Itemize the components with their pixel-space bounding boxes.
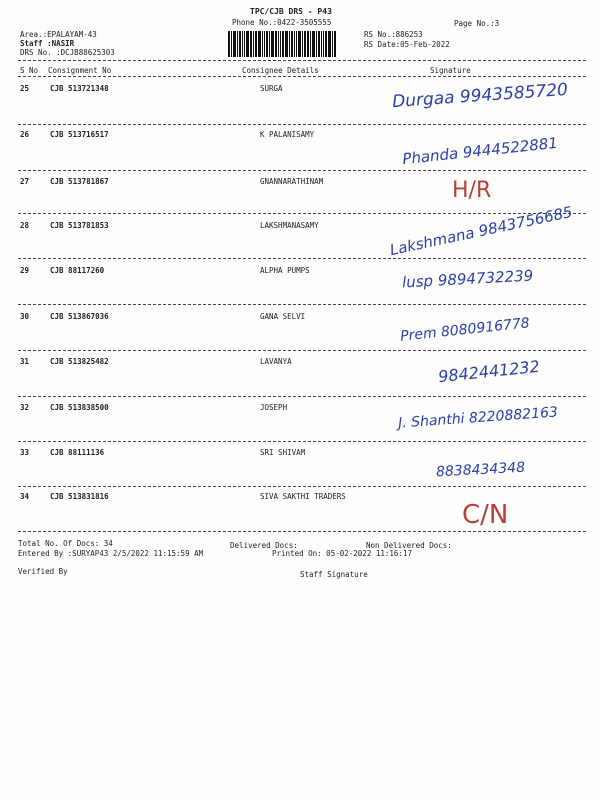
row-consignee: K PALANISAMY bbox=[260, 130, 315, 139]
rs-date: RS Date:05-Feb-2022 bbox=[364, 40, 450, 49]
delivered-docs: Delivered Docs: bbox=[230, 541, 298, 550]
row-sno: 32 bbox=[20, 403, 30, 412]
row-sno: 33 bbox=[20, 448, 30, 457]
handwritten-signature: lusp 9894732239 bbox=[401, 266, 534, 292]
drs-number: DRS No. :DCJB88625303 bbox=[20, 48, 115, 57]
row-consignment: CJB 513838500 bbox=[50, 403, 109, 412]
row-consignment: CJB 513721348 bbox=[50, 84, 109, 93]
row-consignment: CJB 513831816 bbox=[50, 492, 109, 501]
handwritten-signature: 9842441232 bbox=[437, 356, 541, 387]
handwritten-signature: Prem 8080916778 bbox=[399, 315, 531, 345]
row-consignee: LAVANYA bbox=[260, 357, 292, 366]
row-sno: 31 bbox=[20, 357, 30, 366]
handwritten-signature: Lakshmana 9843756685 bbox=[388, 202, 575, 260]
column-header-signature: Signature bbox=[430, 66, 471, 75]
row-sno: 26 bbox=[20, 130, 30, 139]
column-header-sno: S No bbox=[20, 66, 39, 75]
row-sno: 27 bbox=[20, 177, 30, 186]
row-divider bbox=[18, 258, 586, 259]
row-consignment: CJB 513825482 bbox=[50, 357, 109, 366]
row-consignment: CJB 513781867 bbox=[50, 177, 109, 186]
page-number: Page No.:3 bbox=[454, 19, 500, 28]
row-divider bbox=[18, 531, 586, 532]
column-header-divider bbox=[18, 76, 586, 77]
row-divider bbox=[18, 350, 586, 351]
row-consignee: SRI SHIVAM bbox=[260, 448, 306, 457]
row-consignment: CJB 513867036 bbox=[50, 312, 109, 321]
handwritten-signature: Phanda 9444522881 bbox=[401, 133, 559, 169]
document-title: TPC/CJB DRS - P43 bbox=[250, 7, 332, 16]
column-header-consignment: Consignment No bbox=[48, 66, 112, 75]
row-consignment: CJB 88111136 bbox=[50, 448, 105, 457]
row-consignee: GANA SELVI bbox=[260, 312, 306, 321]
row-divider bbox=[18, 124, 586, 125]
row-divider bbox=[18, 213, 586, 214]
row-divider bbox=[18, 170, 586, 171]
row-consignee: GNANNARATHINAM bbox=[260, 177, 324, 186]
row-consignee: JOSEPH bbox=[260, 403, 288, 412]
total-docs: Total No. Of Docs: 34 bbox=[18, 539, 113, 548]
row-consignee: SIVA SAKTHI TRADERS bbox=[260, 492, 346, 501]
row-consignment: CJB 513781853 bbox=[50, 221, 109, 230]
staff-label: Staff :NASIR bbox=[20, 39, 75, 48]
handwritten-signature: 8838434348 bbox=[435, 459, 526, 481]
printed-on: Printed On: 05-02-2022 11:16:17 bbox=[272, 549, 412, 558]
row-sno: 29 bbox=[20, 266, 30, 275]
column-header-consignee: Consignee Details bbox=[242, 66, 319, 75]
row-divider bbox=[18, 396, 586, 397]
row-sno: 30 bbox=[20, 312, 30, 321]
row-consignee: ALPHA PUMPS bbox=[260, 266, 310, 275]
verified-by: Verified By bbox=[18, 567, 68, 576]
entered-by: Entered By :SURYAP43 2/5/2022 11:15:59 AM bbox=[18, 549, 204, 558]
area-label: Area.:EPALAYAM-43 bbox=[20, 30, 97, 39]
row-divider bbox=[18, 304, 586, 305]
barcode bbox=[228, 31, 346, 57]
row-sno: 28 bbox=[20, 221, 30, 230]
non-delivered-docs: Non Delivered Docs: bbox=[366, 541, 452, 550]
row-consignee: LAKSHMANASAMY bbox=[260, 221, 319, 230]
phone-number: Phone No.:0422-3505555 bbox=[232, 18, 332, 27]
row-divider bbox=[18, 486, 586, 487]
row-consignment: CJB 88117260 bbox=[50, 266, 105, 275]
row-divider bbox=[18, 441, 586, 442]
handwritten-signature: J. Shanthi 8220882163 bbox=[397, 404, 559, 432]
row-consignee: SURGA bbox=[260, 84, 283, 93]
handwritten-signature: Durgaa 9943585720 bbox=[391, 79, 569, 113]
rs-number: RS No.:886253 bbox=[364, 30, 423, 39]
handwritten-signature: H/R bbox=[452, 178, 492, 203]
staff-signature-label: Staff Signature bbox=[300, 570, 368, 579]
row-sno: 25 bbox=[20, 84, 30, 93]
row-consignment: CJB 513716517 bbox=[50, 130, 109, 139]
header-divider bbox=[18, 60, 586, 61]
row-sno: 34 bbox=[20, 492, 30, 501]
handwritten-signature: C/N bbox=[462, 500, 509, 530]
